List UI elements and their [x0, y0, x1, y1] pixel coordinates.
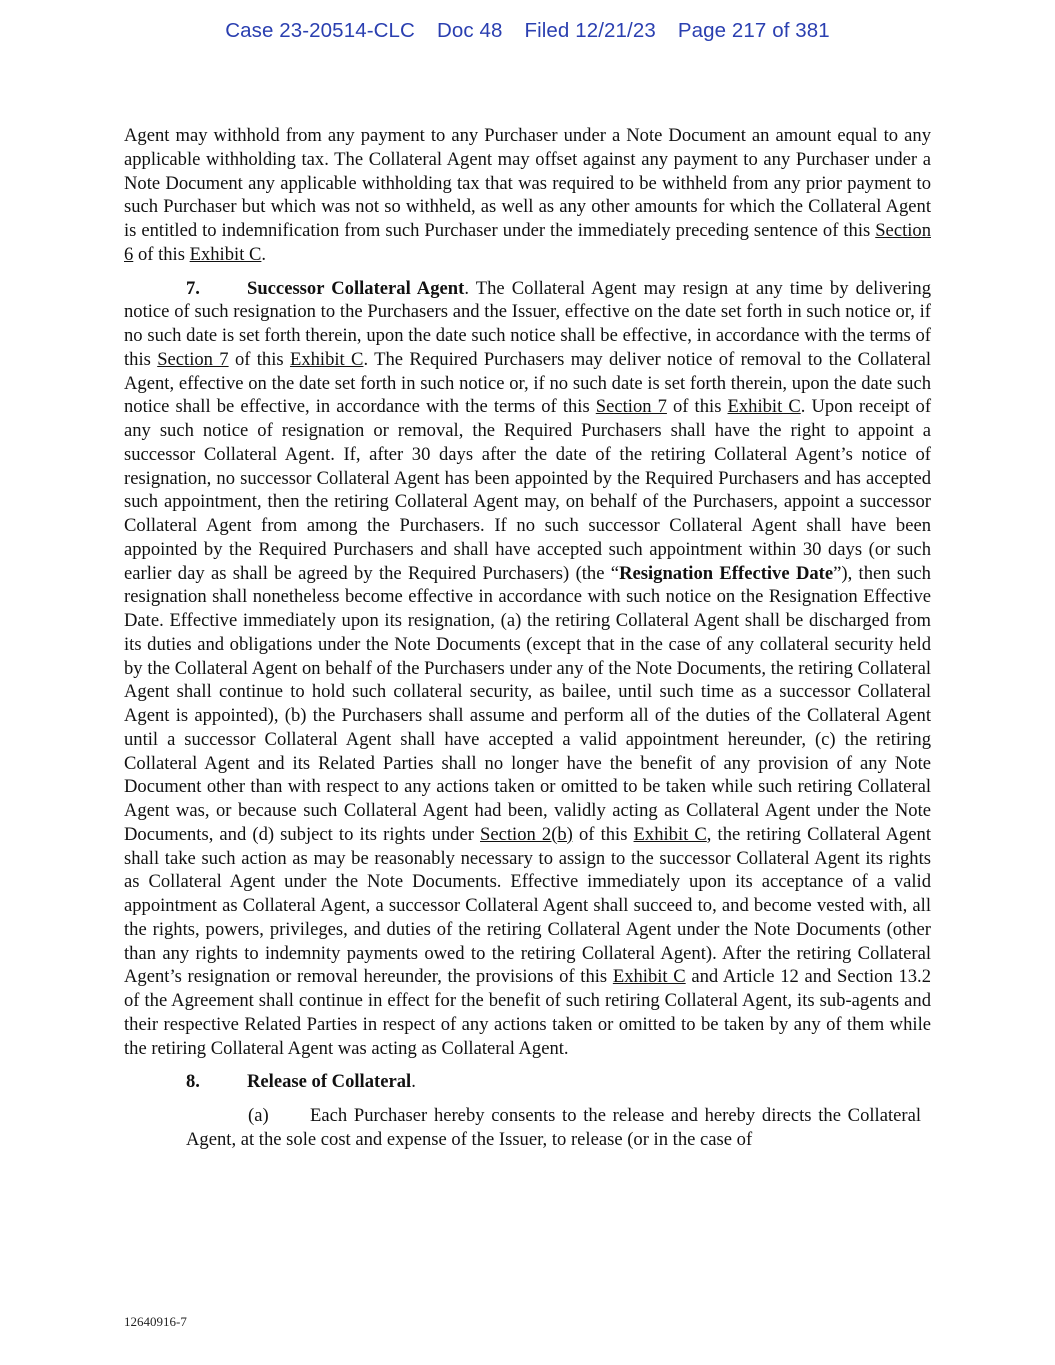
section-reference: Section 7 — [595, 396, 667, 418]
text-run: of this — [228, 348, 290, 370]
exhibit-reference: Exhibit C — [727, 396, 801, 418]
text-run: . — [261, 243, 267, 265]
exhibit-reference: Exhibit C — [289, 348, 364, 370]
section-reference: Section 2(b) — [480, 823, 573, 845]
text-run: of this — [133, 243, 190, 265]
document-body — [124, 124, 931, 1152]
section-8-number: 8. — [186, 1071, 200, 1093]
exhibit-reference: Exhibit C — [612, 966, 686, 988]
doc-number: Doc 48 — [436, 19, 503, 42]
text-run: . — [411, 1071, 416, 1093]
text-run: of this — [572, 823, 634, 845]
text-run: ”), then such resignation shall nonetheless become effective in accordance with such notice on the Resignation Effective Date. Effective immediately upon its resignation, (a) the retiring Collateral Agent shall be discharged from its duties and obligations under the Note Documents (except that in the case of any collateral security held by the Collateral Agent on behalf of the Purchasers under any of the Note Documents, the retiring Collateral Agent shall continue to hold such collateral security, as bailee, until such time as a successor Collateral Agent is appointed), (b) the Purchasers shall assume and perform all of the duties of the Collateral Agent until a successor Collateral Agent shall have accepted a valid appointment hereunder, (c) the retiring Collateral Agent and its Related Parties shall no longer have the benefit of any provision of any Note Document other than with respect to any actions taken or omitted to be taken while such retiring Collateral Agent was, or because such Collateral Agent had been, validly acting as Collateral Agent under the Note Documents, and (d) subject to its rights under — [124, 562, 931, 845]
text-run: . The Required Purchasers may deliver notice of removal to the Collateral Agent, effective on the date set forth in such notice or, if no such date is set forth therein, upon the date such notice shall be effective, in accordance with the terms of this — [124, 348, 931, 418]
section-8-heading: Release of Collateral — [247, 1071, 412, 1093]
section-8a-paragraph — [124, 1104, 921, 1152]
text-run: . Upon receipt of any such notice of resignation or removal, the Required Purchasers shall have the right to appoint a successor Collateral Agent. If, after 30 days after the date of the retiring Collateral Agent’s notice of resignation, no successor Collateral Agent has been appointed by the Required Purchasers and has accepted such appointment, then the retiring Collateral Agent may, on behalf of the Purchasers, appoint a successor Collateral Agent from among the Purchasers. If no such successor Collateral Agent shall have been appointed by the Required Purchasers and shall have accepted such appointment within 30 days (or such earlier day as shall be agreed by the Required Purchasers) (the “ — [124, 396, 932, 584]
case-header — [0, 19, 1055, 43]
subsection-label: (a) — [248, 1105, 269, 1126]
exhibit-reference: Exhibit C — [189, 243, 262, 265]
text-run: Agent may withhold from any payment to any Purchaser under a Note Document an amount equal to any applicable withholding tax. The Collateral Agent may offset against any payment to any Purchaser under a Note Document any applicable withholding tax that was required to be withheld from any prior payment to such Purchaser but which was not so withheld, as well as any other amounts for which the Collateral Agent is entitled to indemnification from such Purchaser under the immediately preceding sentence of this — [124, 125, 931, 241]
section-reference: Section 6 — [124, 220, 931, 265]
paragraph-withholding — [124, 124, 931, 267]
section-8-heading-line — [124, 1070, 931, 1094]
text-run: Each Purchaser hereby consents to the release and hereby directs the Collateral Agent, at the sole cost and expense of the Issuer, to release (or in the case of — [186, 1105, 921, 1150]
section-7-paragraph — [124, 277, 931, 1061]
text-run: . The Collateral Agent may resign at any time by delivering notice of such resignation to the Purchasers and the Issuer, effective on the date set forth in such notice or, if no such date is set forth therein, upon the date such notice shall be effective, in accordance with the terms of this — [124, 277, 931, 370]
text-run: of this — [666, 396, 728, 418]
case-number: Case 23-20514-CLC — [225, 19, 415, 42]
page-indicator: Page 217 of 381 — [677, 19, 830, 42]
text-run: , the retiring Collateral Agent shall take such action as may be reasonably necessary to assign to the successor Collateral Agent its rights as Collateral Agent under the Note Documents. Effective immediately upon its acceptance of a valid appointment as Collateral Agent, a successor Collateral Agent shall succeed to, and become vested with, all the rights, powers, privileges, and duties of the retiring Collateral Agent under the Note Documents (other than any rights to indemnity payments owed to the retiring Collateral Agent). After the retiring Collateral Agent’s resignation or removal hereunder, the provisions of this — [124, 823, 932, 988]
section-7-number: 7. — [186, 277, 200, 299]
section-7-heading: Successor Collateral Agent — [247, 277, 465, 299]
text-run: and Article 12 and Section 13.2 of the Agreement shall continue in effect for the benefit of such retiring Collateral Agent, its sub-agents and their respective Related Parties in respect of any actions taken or omitted to be taken by any of them while the retiring Collateral Agent was acting as Collateral Agent. — [124, 966, 932, 1059]
exhibit-reference: Exhibit C — [633, 823, 707, 845]
document-id: 12640916-7 — [124, 1314, 187, 1329]
section-reference: Section 7 — [157, 348, 229, 370]
defined-term: Resignation Effective Date — [619, 562, 834, 584]
filed-date: Filed 12/21/23 — [524, 19, 656, 42]
